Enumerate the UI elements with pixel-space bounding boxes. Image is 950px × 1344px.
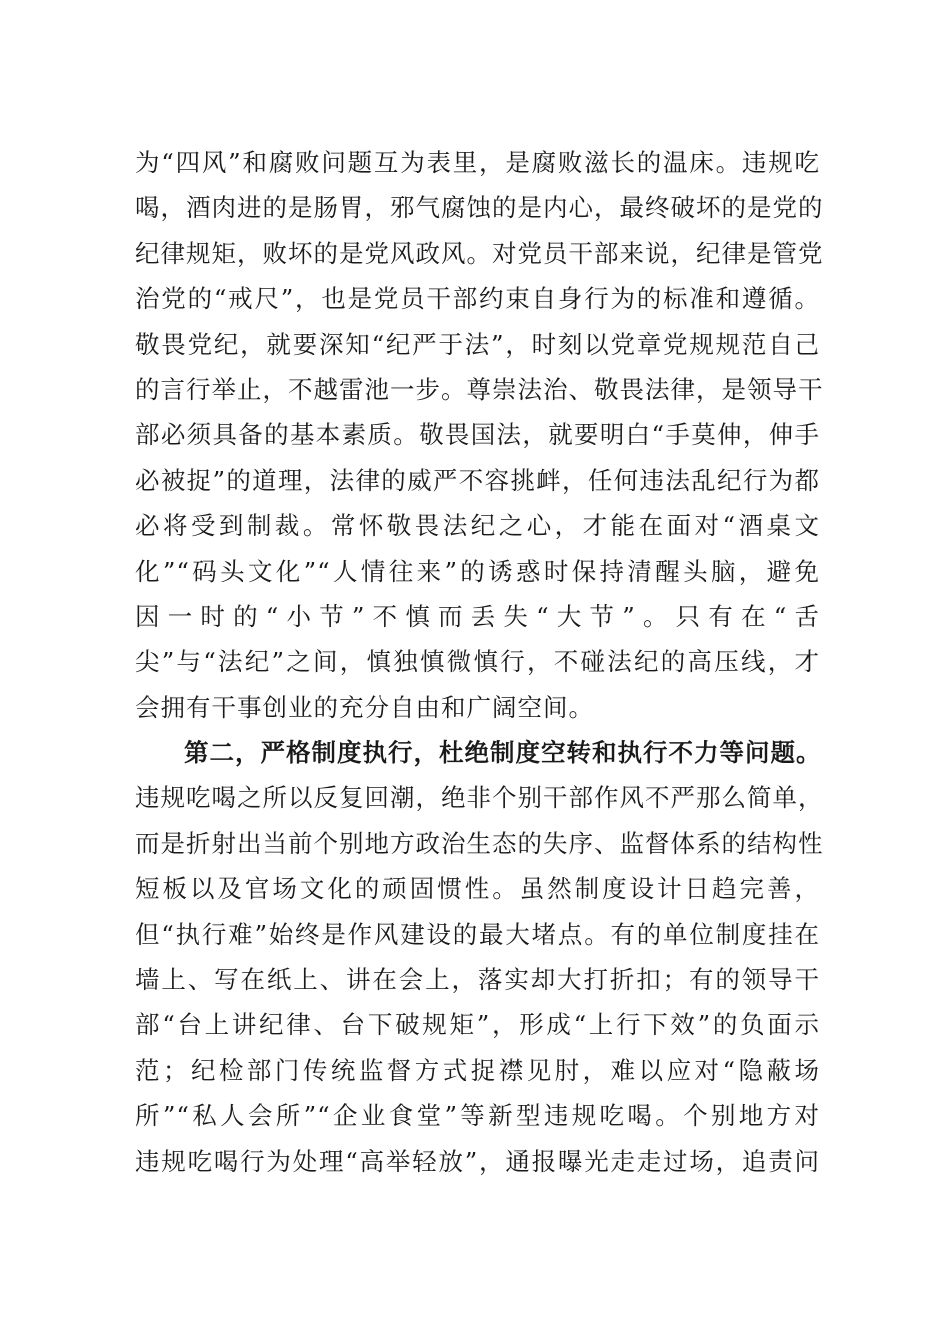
section-heading: 第二，严格制度执行，杜绝制度空转和执行不力等问题。 (184, 738, 822, 767)
text-line: 尖”与“法纪”之间，慎独慎微慎行，不碰法纪的高压线，才 (135, 647, 820, 677)
text-line: 墙上、写在纸上、讲在会上，落实却大打折扣；有的领导干 (135, 964, 820, 994)
text-line: 所”“私人会所”“企业食堂”等新型违规吃喝。个别地方对 (135, 1101, 820, 1131)
text-line: 违规吃喝之所以反复回潮，绝非个别干部作风不严那么简单， (135, 783, 824, 813)
text-line: 敬畏党纪，就要深知“纪严于法”，时刻以党章党规规范自己 (135, 329, 820, 359)
text-line: 范；纪检部门传统监督方式捉襟见肘，难以应对“隐蔽场 (135, 1055, 820, 1085)
text-line: 必将受到制裁。常怀敬畏法纪之心，才能在面对“酒桌文 (135, 511, 820, 541)
text-line: 化”“码头文化”“人情往来”的诱惑时保持清醒头脑，避免 (135, 556, 820, 586)
text-line: 而是折射出当前个别地方政治生态的失序、监督体系的结构性 (135, 828, 824, 858)
text-line: 但“执行难”始终是作风建设的最大堵点。有的单位制度挂在 (135, 919, 820, 949)
paragraph-2 (135, 730, 824, 1184)
text-line: 会拥有干事创业的充分自由和广阔空间。 (135, 692, 594, 722)
text-line: 因一时的“小节”不慎而丢失“大节”。只有在“舌 (135, 601, 820, 631)
text-line: 喝，酒肉进的是肠胃，邪气腐蚀的是内心，最终破坏的是党的 (135, 193, 824, 223)
text-line: 必被捉”的道理，法律的威严不容挑衅，任何违法乱纪行为都 (135, 465, 820, 495)
text-line: 短板以及官场文化的顽固惯性。虽然制度设计日趋完善， (135, 874, 820, 904)
text-line: 部必须具备的基本素质。敬畏国法，就要明白“手莫伸，伸手 (135, 420, 820, 450)
paragraph-1 (135, 140, 824, 730)
text-line: 为“四风”和腐败问题互为表里，是腐败滋长的温床。违规吃 (135, 148, 820, 177)
text-line: 纪律规矩，败坏的是党风政风。对党员干部来说，纪律是管党 (135, 238, 824, 268)
text-line: 违规吃喝行为处理“高举轻放”，通报曝光走走过场，追责问 (135, 1146, 820, 1176)
text-line: 治党的“戒尺”，也是党员干部约束自身行为的标准和遵循。 (135, 284, 820, 314)
text-line: 的言行举止，不越雷池一步。尊崇法治、敬畏法律，是领导干 (135, 374, 824, 404)
text-line: 部“台上讲纪律、台下破规矩”，形成“上行下效”的负面示 (135, 1010, 820, 1040)
